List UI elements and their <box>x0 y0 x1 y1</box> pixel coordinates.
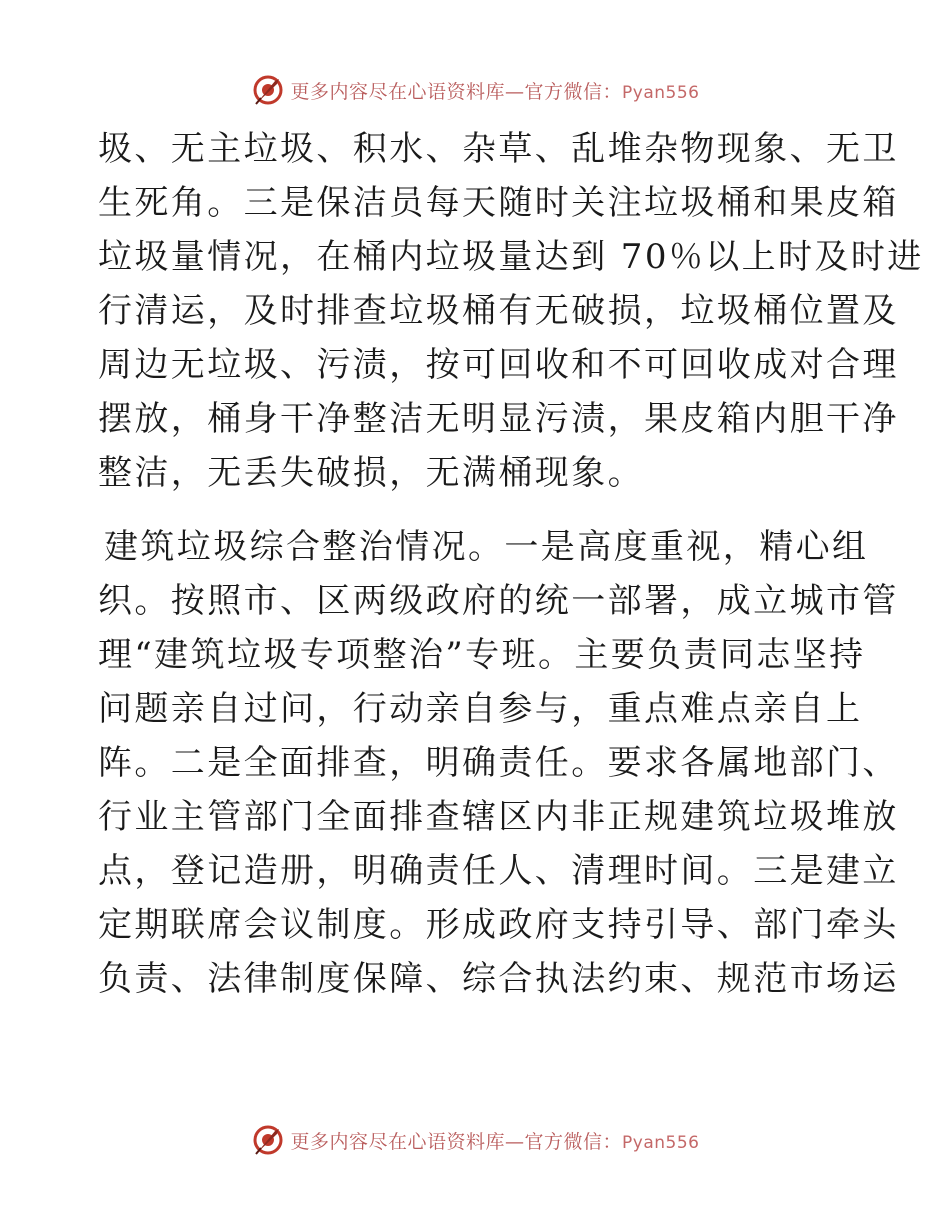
text-line: 行清运，及时排查垃圾桶有无破损，垃圾桶位置及 <box>98 291 899 331</box>
text-line: 生死角。三是保洁员每天随时关注垃圾桶和果皮箱 <box>98 183 899 223</box>
text-line: 摆放，桶身干净整洁无明显污渍，果皮箱内胆干净 <box>98 399 899 439</box>
banner-slogan: 更多内容尽在心语资料库—官方微信： <box>290 80 623 103</box>
document-body <box>98 122 924 1006</box>
paragraph-1 <box>98 122 924 500</box>
quill-logo-icon <box>251 1123 285 1157</box>
text-line: 整洁，无丢失破损，无满桶现象。 <box>98 453 644 493</box>
banner-wechat-id: Pyan556 <box>622 82 700 103</box>
text-line: 理“建筑垃圾专项整治”专班。主要负责同志坚持 <box>98 635 866 675</box>
text-line: 问题亲自过问，行动亲自参与，重点难点亲自上 <box>98 689 863 729</box>
text-line: 阵。二是全面排查，明确责任。要求各属地部门、 <box>98 743 899 783</box>
text-line: 建筑垃圾综合整治情况。一是高度重视，精心组 <box>104 527 869 567</box>
text-line: 定期联席会议制度。形成政府支持引导、部门牵头 <box>98 905 899 945</box>
banner-text <box>291 77 700 104</box>
text-line: 织。按照市、区两级政府的统一部署，成立城市管 <box>98 581 899 621</box>
text-line: 周边无垃圾、污渍，按可回收和不可回收成对合理 <box>98 345 899 385</box>
header-banner <box>0 70 950 110</box>
text-line: 垃圾量情况，在桶内垃圾量达到 70％以上时及时进 <box>98 237 924 277</box>
footer-banner <box>0 1120 950 1160</box>
quill-logo-icon <box>251 73 285 107</box>
banner-slogan: 更多内容尽在心语资料库—官方微信： <box>290 1130 623 1153</box>
banner-text <box>291 1127 700 1154</box>
banner-wechat-id: Pyan556 <box>622 1132 700 1153</box>
text-line: 点，登记造册，明确责任人、清理时间。三是建立 <box>98 851 899 891</box>
footer-banner-inner <box>251 1123 700 1157</box>
text-line: 圾、无主垃圾、积水、杂草、乱堆杂物现象、无卫 <box>98 129 899 169</box>
text-line: 负责、法律制度保障、综合执法约束、规范市场运 <box>98 959 899 999</box>
text-line: 行业主管部门全面排查辖区内非正规建筑垃圾堆放 <box>98 797 899 837</box>
header-banner-inner <box>251 73 700 107</box>
paragraph-2 <box>98 520 899 1006</box>
